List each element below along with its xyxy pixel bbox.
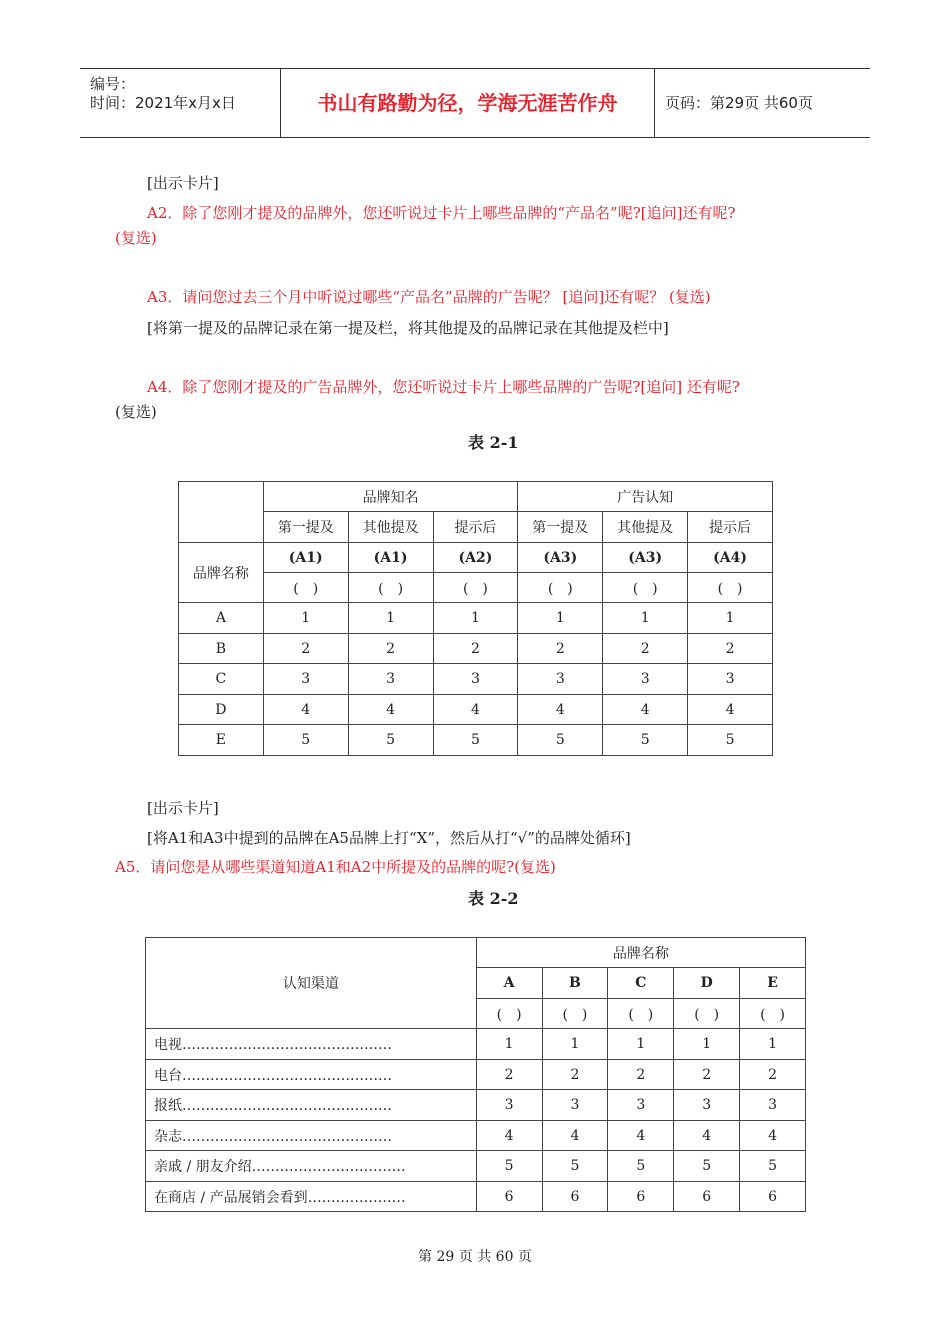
cell: 2	[518, 634, 603, 664]
cell: 5	[542, 1151, 608, 1182]
cell: 1	[518, 603, 603, 634]
blank-cell: ( )	[603, 573, 688, 603]
cell: 5	[518, 725, 603, 756]
cell: 2	[740, 1060, 806, 1090]
question-code: (A3)	[518, 543, 603, 573]
table-row	[146, 1029, 806, 1060]
header-brand-awareness: 品牌知名	[263, 482, 518, 512]
question-code: (A1)	[348, 543, 433, 573]
brand-column-header: A	[476, 968, 542, 999]
cell: 3	[740, 1090, 806, 1121]
subheader: 提示后	[433, 512, 518, 543]
blank-cell: ( )	[263, 573, 348, 603]
a3-recording-note: [将第一提及的品牌记录在第一提及栏，将其他提及的品牌记录在其他提及栏中]	[147, 319, 669, 337]
cell: 6	[674, 1182, 740, 1212]
blank-cell: ( )	[674, 999, 740, 1029]
show-card-instruction: [出示卡片]	[147, 174, 219, 192]
cell: 3	[476, 1090, 542, 1121]
question-a2-multi: (复选)	[115, 229, 157, 247]
cell: 4	[608, 1121, 674, 1151]
table1-caption: 表 2-1	[468, 433, 519, 452]
question-code: (A3)	[603, 543, 688, 573]
row-label: C	[179, 664, 264, 695]
cell: 5	[674, 1151, 740, 1182]
brand-column-header: E	[740, 968, 806, 999]
blank-cell: ( )	[476, 999, 542, 1029]
blank-cell: ( )	[542, 999, 608, 1029]
cell: 3	[688, 664, 773, 695]
header-brand-name: 品牌名称	[476, 938, 805, 968]
header-motto: 书山有路勤为径，学海无涯苦作舟	[281, 69, 655, 137]
cell: 4	[688, 695, 773, 725]
cell: 1	[688, 603, 773, 634]
cell: 3	[542, 1090, 608, 1121]
cell: 1	[263, 603, 348, 634]
cell: 2	[476, 1060, 542, 1090]
cell: 4	[740, 1121, 806, 1151]
cell: 1	[476, 1029, 542, 1060]
brand-column-header: B	[542, 968, 608, 999]
cell: 2	[263, 634, 348, 664]
cell: 1	[740, 1029, 806, 1060]
channel-label: 亲戚 / 朋友介绍……………………………	[146, 1151, 477, 1182]
cell: 5	[603, 725, 688, 756]
row-label: B	[179, 634, 264, 664]
blank-cell: ( )	[688, 573, 773, 603]
cell: 6	[542, 1182, 608, 1212]
cell: 5	[263, 725, 348, 756]
cell: 2	[542, 1060, 608, 1090]
table-row	[146, 1182, 806, 1212]
table-row	[146, 1090, 806, 1121]
brand-awareness-table	[178, 481, 773, 756]
page-header	[80, 68, 870, 138]
cell: 3	[263, 664, 348, 695]
cell: 5	[348, 725, 433, 756]
cell: 6	[476, 1182, 542, 1212]
cell: 4	[542, 1121, 608, 1151]
table-row	[179, 695, 773, 725]
table-row	[146, 1151, 806, 1182]
subheader: 第一提及	[263, 512, 348, 543]
question-a4-multi: (复选)	[115, 403, 157, 421]
cell: 2	[674, 1060, 740, 1090]
cell: 5	[740, 1151, 806, 1182]
cell: 6	[608, 1182, 674, 1212]
blank-cell: ( )	[433, 573, 518, 603]
cell: 1	[348, 603, 433, 634]
show-card-instruction-2: [出示卡片]	[147, 799, 219, 817]
cell: 2	[688, 634, 773, 664]
brand-column-header: C	[608, 968, 674, 999]
cell: 1	[674, 1029, 740, 1060]
cell: 1	[603, 603, 688, 634]
subheader: 其他提及	[348, 512, 433, 543]
question-code: (A2)	[433, 543, 518, 573]
cell: 4	[263, 695, 348, 725]
header-meta	[80, 69, 281, 137]
cell: 5	[688, 725, 773, 756]
blank-cell: ( )	[518, 573, 603, 603]
table-row	[146, 1060, 806, 1090]
table-row	[179, 634, 773, 664]
cell: 2	[608, 1060, 674, 1090]
channel-label: 杂志………………………………………	[146, 1121, 477, 1151]
cell: 1	[542, 1029, 608, 1060]
header-awareness-channel: 认知渠道	[146, 938, 477, 1029]
question-a4: A4．除了您刚才提及的广告品牌外，您还听说过卡片上哪些品牌的广告呢?[追问] 还有呢?	[147, 378, 740, 396]
cell: 4	[476, 1121, 542, 1151]
blank-cell: ( )	[348, 573, 433, 603]
question-code: (A4)	[688, 543, 773, 573]
header-page-number: 页码：第29页 共60页	[665, 94, 813, 112]
row-label: A	[179, 603, 264, 634]
cell: 4	[603, 695, 688, 725]
brand-column-header: D	[674, 968, 740, 999]
cell: 3	[433, 664, 518, 695]
table-row	[179, 664, 773, 695]
cell: 3	[608, 1090, 674, 1121]
channel-label: 电台………………………………………	[146, 1060, 477, 1090]
cell: 5	[608, 1151, 674, 1182]
header-ad-awareness: 广告认知	[518, 482, 773, 512]
cell: 5	[433, 725, 518, 756]
cell: 1	[608, 1029, 674, 1060]
cell: 2	[603, 634, 688, 664]
page-footer: 第 29 页 共 60 页	[418, 1249, 532, 1265]
cell: 1	[433, 603, 518, 634]
table2-caption: 表 2-2	[468, 889, 519, 908]
cell: 3	[674, 1090, 740, 1121]
channel-label: 电视………………………………………	[146, 1029, 477, 1060]
question-a3: A3．请问您过去三个月中听说过哪些“产品名”品牌的广告呢？ [追问]还有呢？ (复选)	[147, 288, 711, 306]
cell: 2	[433, 634, 518, 664]
cell: 3	[518, 664, 603, 695]
row-label: D	[179, 695, 264, 725]
serial-label: 编号：	[90, 75, 136, 93]
question-code: (A1)	[263, 543, 348, 573]
subheader: 其他提及	[603, 512, 688, 543]
cell: 4	[348, 695, 433, 725]
subheader: 第一提及	[518, 512, 603, 543]
row-label: E	[179, 725, 264, 756]
table-row	[179, 725, 773, 756]
a5-loop-note: [将A1和A3中提到的品牌在A5品牌上打“X”，然后从打“√”的品牌处循环]	[147, 829, 631, 847]
cell: 6	[740, 1182, 806, 1212]
question-a5: A5．请问您是从哪些渠道知道A1和A2中所提及的品牌的呢?(复选)	[115, 858, 556, 876]
blank-cell: ( )	[740, 999, 806, 1029]
date-label: 时间：2021年x月x日	[90, 94, 236, 112]
channel-label: 在商店 / 产品展销会看到…………………	[146, 1182, 477, 1212]
blank-cell: ( )	[608, 999, 674, 1029]
cell: 3	[348, 664, 433, 695]
cell: 4	[674, 1121, 740, 1151]
subheader: 提示后	[688, 512, 773, 543]
table1-corner	[179, 482, 264, 543]
table-row	[146, 1121, 806, 1151]
question-a2: A2．除了您刚才提及的品牌外，您还听说过卡片上哪些品牌的“产品名”呢?[追问]还有呢?	[147, 204, 736, 222]
cell: 2	[348, 634, 433, 664]
table-row	[179, 603, 773, 634]
awareness-channel-table	[145, 937, 806, 1212]
cell: 5	[476, 1151, 542, 1182]
cell: 4	[518, 695, 603, 725]
cell: 4	[433, 695, 518, 725]
cell: 3	[603, 664, 688, 695]
channel-label: 报纸………………………………………	[146, 1090, 477, 1121]
row-header-brand-name: 品牌名称	[179, 543, 264, 603]
